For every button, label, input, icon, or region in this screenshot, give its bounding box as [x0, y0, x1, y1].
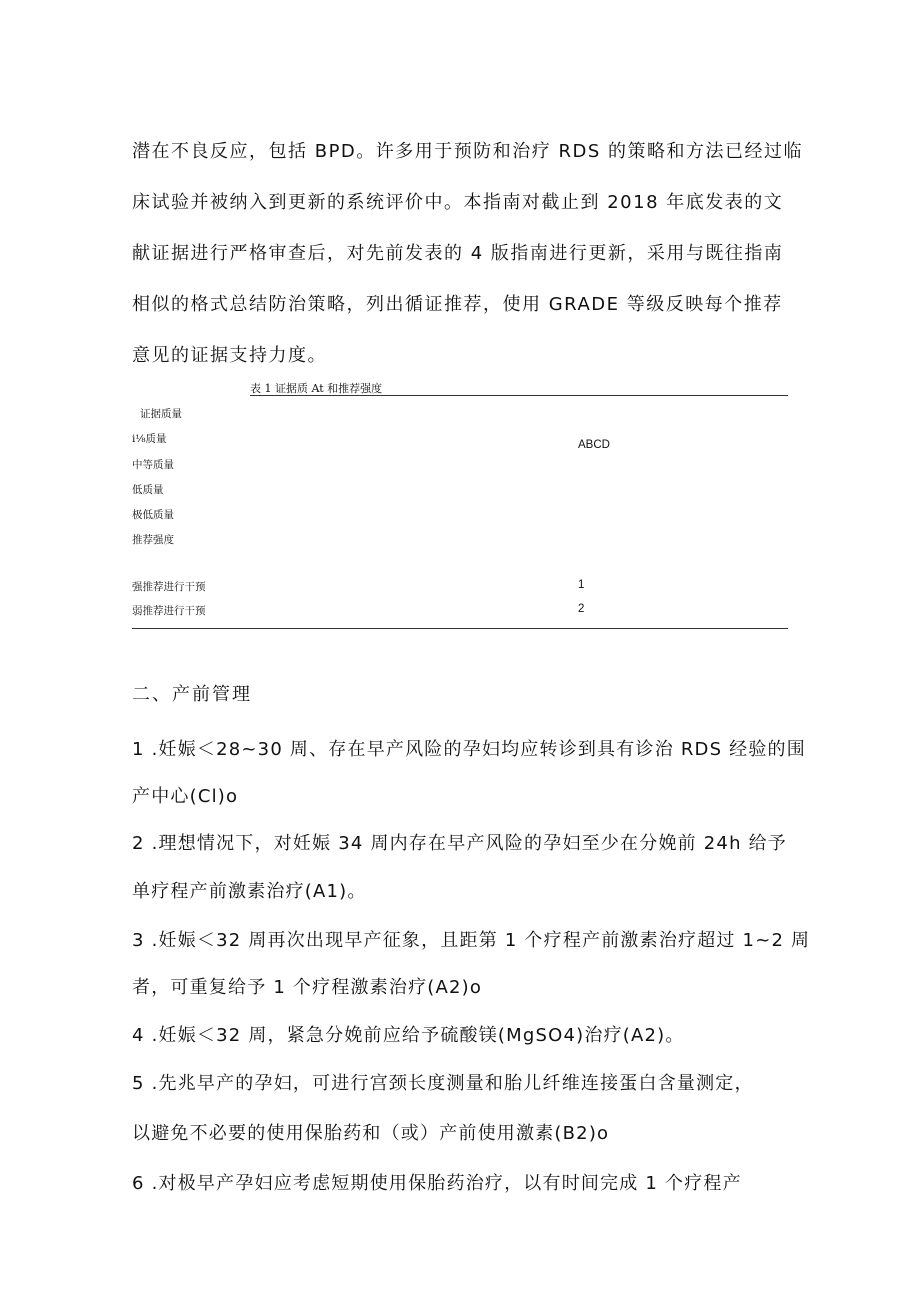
table-caption: 表 1 证据质 At 和推荐强度	[250, 382, 383, 395]
table-row-label: i⅛质量	[132, 433, 167, 445]
table-row-label: 弱推荐进行干预	[132, 605, 206, 617]
list-item: 4 .妊娠＜32 周，紧急分娩前应给予硫酸镁(MgSO4)治疗(A2)。	[132, 1025, 685, 1046]
section-heading: 二、产前管理	[132, 684, 252, 705]
list-item: 2 .理想情况下，对妊娠 34 周内存在早产风险的孕妇至少在分娩前 24h 给予	[132, 833, 787, 854]
list-item: 5 .先兆早产的孕妇，可进行宫颈长度测量和胎儿纤维连接蛋白含量测定，	[132, 1073, 754, 1094]
table-row-value: 2	[578, 603, 585, 615]
table-row-label: 中等质量	[132, 459, 174, 471]
table-row-value: ABCD	[578, 439, 610, 451]
intro-paragraph	[132, 126, 804, 381]
intro-line: 床试验并被纳入到更新的系统评价中。本指南对截止到 2018 年底发表的文	[132, 192, 784, 213]
list-item: 者，可重复给予 1 个疗程激素治疗(A2)o	[132, 977, 483, 998]
table-bottom-rule	[132, 628, 788, 629]
list-item: 3 .妊娠＜32 周再次出现早产征象，且距第 1 个疗程产前激素治疗超过 1~2 周	[132, 930, 811, 951]
table-row-label: 强推荐进行干预	[132, 581, 206, 593]
table-row-label: 证据质量	[140, 408, 182, 420]
list-item: 以避免不必要的使用保胎药和（或）产前使用激素(B2)o	[132, 1123, 610, 1144]
intro-line: 意见的证据支持力度。	[132, 345, 327, 366]
table-top-rule	[250, 395, 788, 396]
table-row-label: 极低质量	[132, 509, 174, 521]
table-row-label: 推荐强度	[132, 534, 174, 546]
table-row-label: 低质量	[132, 484, 164, 496]
table-row-value: 1	[578, 579, 585, 591]
list-item: 产中心(Cl)o	[132, 786, 239, 807]
list-item: 6 .对极早产孕妇应考虑短期使用保胎药治疗，以有时间完成 1 个疗程产	[132, 1173, 742, 1194]
intro-line: 潜在不良反应，包括 BPD。许多用于预防和治疗 RDS 的策略和方法已经过临	[132, 141, 804, 162]
intro-line: 献证据进行严格审查后，对先前发表的 4 版指南进行更新，采用与既往指南	[132, 243, 784, 264]
list-item: 1 .妊娠＜28~30 周、存在早产风险的孕妇均应转诊到具有诊治 RDS 经验的围	[132, 739, 806, 760]
list-item: 单疗程产前激素治疗(A1)。	[132, 881, 367, 902]
intro-line: 相似的格式总结防治策略，列出循证推荐，使用 GRADE 等级反映每个推荐	[132, 294, 783, 315]
